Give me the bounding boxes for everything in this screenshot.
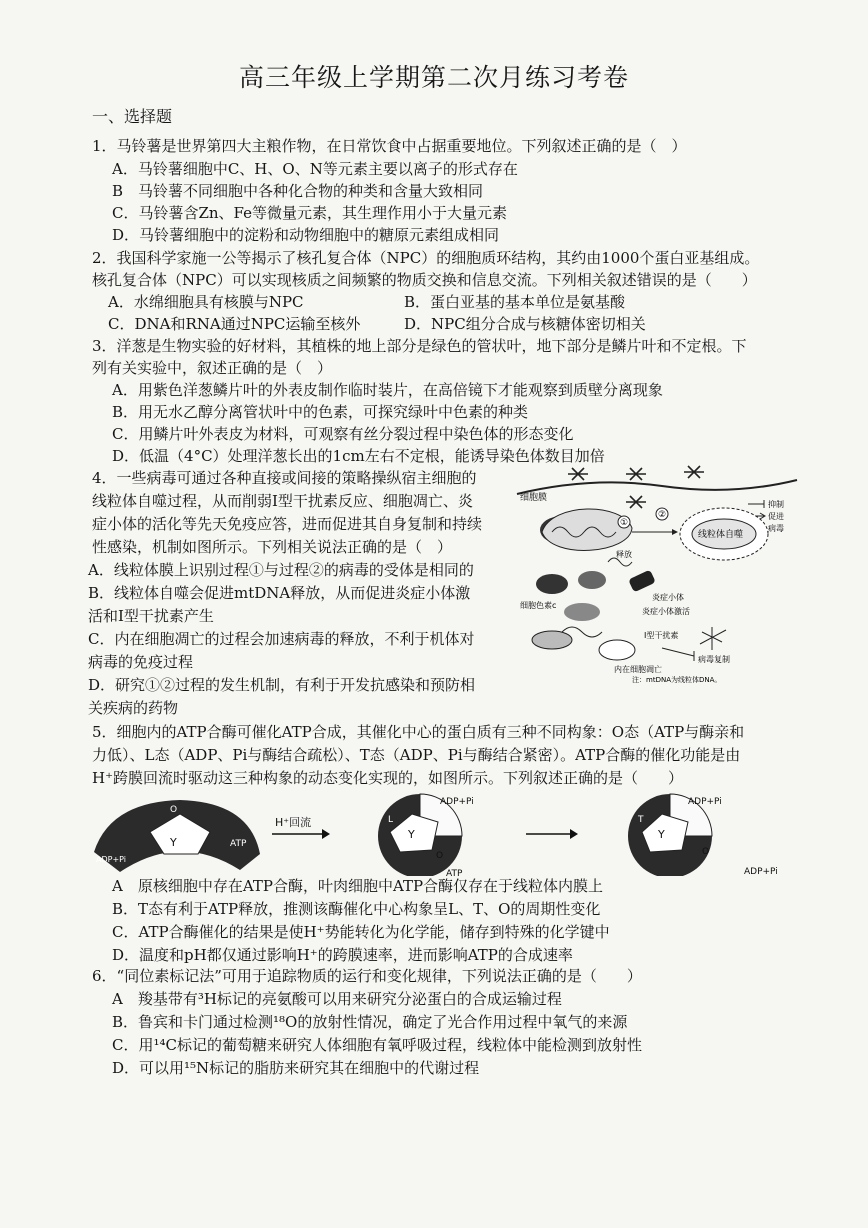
cytochrome-c-label: 细胞色素c xyxy=(520,601,557,610)
adp-pi-label: ADP+Pi xyxy=(440,797,474,807)
question-3-stem-1: 3．洋葱是生物实验的好材料，其植株的地上部分是绿色的管状叶，地下部分是鳞片叶和不定根。下 xyxy=(92,337,747,355)
question-1-option-c: C．马铃薯含Zn、Fe等微量元素，其生理作用小于大量元素 xyxy=(112,204,508,222)
question-2-stem-2: 核孔复合体（NPC）可以实现核质之间频繁的物质交换和信息交流。下列相关叙述错误的是（ ） xyxy=(92,271,757,289)
apoptosis-label: 内在细胞凋亡 xyxy=(614,665,662,674)
question-2-option-b: B．蛋白亚基的基本单位是氨基酸 xyxy=(404,293,626,311)
inflammasome-label: 炎症小体 xyxy=(652,593,684,602)
o-label: O xyxy=(170,805,178,815)
legend-virus: 病毒 xyxy=(768,524,784,533)
y-label: Y xyxy=(658,828,665,841)
process-2-label: ② xyxy=(658,510,667,520)
question-6-option-a: A 羧基带有³H标记的亮氨酸可以用来研究分泌蛋白的合成运输过程 xyxy=(112,990,562,1008)
mitochondrion-outline xyxy=(542,509,632,550)
adp-pi-label xyxy=(126,792,160,793)
atp-label: ATP xyxy=(446,869,463,876)
y-label: Y xyxy=(170,836,177,849)
organelle-dark xyxy=(536,574,568,594)
question-4-option-c: C．内在细胞凋亡的过程会加速病毒的释放，不利于机体对 xyxy=(88,630,475,648)
question-4-option-b: B．线粒体自噬会促进mtDNA释放，从而促进炎症小体激 xyxy=(88,584,471,602)
question-5-line: 力低）、L态（ADP、Pi与酶结合疏松）、T态（ADP、Pi与酶结合紧密）。ATP合酶的催化功能是由 xyxy=(92,746,741,764)
o-label: O xyxy=(702,847,710,857)
question-1-option-b: B 马铃薯不同细胞中各种化合物的种类和含量大致相同 xyxy=(112,182,484,200)
o-label: O xyxy=(436,851,444,861)
question-4-line: 4．一些病毒可通过各种直接或间接的策略操纵宿主细胞的 xyxy=(92,469,477,487)
autophagy-label: 线粒体自噬 xyxy=(698,530,744,540)
release-label: 释放 xyxy=(616,550,632,559)
inflammasome-activation-label: 炎症小体激活 xyxy=(642,607,690,616)
figure-note: 注：mtDNA为线粒体DNA。 xyxy=(632,676,722,684)
question-2-stem-1: 2．我国科学家施一公等揭示了核孔复合体（NPC）的细胞质环结构，其约由1000个蛋白亚基组成。 xyxy=(92,249,760,267)
mitophagy-figure xyxy=(512,462,802,684)
question-3-option-b: B．用无水乙醇分离管状叶中的色素，可探究绿叶中色素的种类 xyxy=(112,403,529,421)
question-4-option-a: A．线粒体膜上识别过程①与过程②的病毒的受体是相同的 xyxy=(88,561,474,579)
question-5-line: 5．细胞内的ATP合酶可催化ATP合成，其催化中心的蛋白质有三种不同构象：O态（ATP与酶亲和 xyxy=(92,723,745,741)
question-5-line: H⁺跨膜回流时驱动这三种构象的动态变化实现的，如图所示。下列叙述正确的是（ ） xyxy=(92,769,684,787)
exam-title: 高三年级上学期第二次月练习考卷 xyxy=(238,63,629,92)
atp-synthase-state-1 xyxy=(94,792,260,872)
question-4-option-d: D．研究①②过程的发生机制，有利于开发抗感染和预防相 xyxy=(88,676,476,694)
y-label: Y xyxy=(408,828,415,841)
h-flow-arrow xyxy=(272,815,330,839)
question-6-option-d: D．可以用¹⁵N标记的脂肪来研究其在细胞中的代谢过程 xyxy=(112,1059,480,1077)
cell-membrane-label: 细胞膜 xyxy=(520,493,548,503)
question-1-option-a: A．马铃薯细胞中C、H、O、N等元素主要以离子的形式存在 xyxy=(112,160,518,178)
h-flow-label: H⁺回流 xyxy=(275,816,312,829)
question-3-option-d: D．低温（4°C）处理洋葱长出的1cm左右不定根，能诱导染色体数目加倍 xyxy=(112,447,605,465)
question-5-option-b: B．T态有利于ATP释放，推测该酶催化中心构象呈L、T、O的周期性变化 xyxy=(112,900,601,918)
question-1-option-d: D．马铃薯细胞中的淀粉和动物细胞中的糖原元素组成相同 xyxy=(112,226,500,244)
l-label: L xyxy=(388,815,394,825)
question-4-line: 病毒的免疫过程 xyxy=(88,653,194,671)
question-6-stem: 6．“同位素标记法”可用于追踪物质的运行和变化规律，下列说法正确的是（ ） xyxy=(92,967,642,985)
t-label: T xyxy=(638,815,644,825)
question-5-option-c: C．ATP合酶催化的结果是使H⁺势能转化为化学能，储存到特殊的化学键中 xyxy=(112,923,610,941)
question-5-option-d: D．温度和pH都仅通过影响H⁺的跨膜速率，进而影响ATP的合成速率 xyxy=(112,946,573,964)
cell-membrane-line xyxy=(517,480,797,494)
flow-arrow-2 xyxy=(526,829,578,839)
question-1-stem: 1．马铃薯是世界第四大主粮作物，在日常饮食中占据重要地位。下列叙述正确的是（ ） xyxy=(92,137,687,155)
process-1-label: ① xyxy=(620,518,629,528)
interferon-label: I型干扰素 xyxy=(644,631,679,640)
question-3-option-c: C．用鳞片叶外表皮为材料，可观察有丝分裂过程中染色体的形态变化 xyxy=(112,425,574,443)
question-6-option-b: B．鲁宾和卡门通过检测¹⁸O的放射性情况，确定了光合作用过程中氧气的来源 xyxy=(112,1013,628,1031)
virus-icon xyxy=(568,466,704,508)
question-2-option-a: A．水绵细胞具有核膜与NPC xyxy=(108,293,304,311)
question-6-option-c: C．用¹⁴C标记的葡萄糖来研究人体细胞有氧呼吸过程，线粒体中能检测到放射性 xyxy=(112,1036,642,1054)
question-5-option-a: A 原核细胞中存在ATP合酶，叶肉细胞中ATP合酶仅存在于线粒体内膜上 xyxy=(112,877,604,895)
question-4-line: 关疾病的药物 xyxy=(88,699,179,717)
adp-pi-label: ADP+Pi xyxy=(744,867,778,876)
question-4-line: 活和I型干扰素产生 xyxy=(88,607,214,625)
question-4-line: 症小体的活化等先天免疫应答，进而促进其自身复制和持续 xyxy=(92,515,483,533)
legend-inhibit: 抑制 xyxy=(768,500,784,509)
adp-pi-label: ADP+Pi xyxy=(96,855,127,864)
question-4-line: 线粒体自噬过程，从而削弱I型干扰素反应、细胞凋亡、炎 xyxy=(92,492,473,510)
virus-replication-label: 病毒复制 xyxy=(698,655,730,664)
atp-synthase-state-2 xyxy=(378,794,474,876)
atp-label: ATP xyxy=(230,839,247,849)
section-heading: 一、选择题 xyxy=(92,107,173,126)
question-2-option-d: D．NPC组分合成与核糖体密切相关 xyxy=(404,315,646,333)
legend-promote: 促进 xyxy=(768,512,784,521)
atp-synthase-figure xyxy=(90,792,806,876)
question-3-stem-2: 列有关实验中，叙述正确的是（ ） xyxy=(92,359,333,377)
question-2-option-c: C．DNA和RNA通过NPC运输至核外 xyxy=(108,315,361,333)
atp-synthase-state-3 xyxy=(628,794,778,876)
adp-pi-label: ADP+Pi xyxy=(688,797,722,807)
question-4-line: 性感染，机制如图所示。下列相关说法正确的是（ ） xyxy=(92,538,453,556)
question-3-option-a: A．用紫色洋葱鳞片叶的外表皮制作临时装片，在高倍镜下才能观察到质壁分离现象 xyxy=(112,381,663,399)
